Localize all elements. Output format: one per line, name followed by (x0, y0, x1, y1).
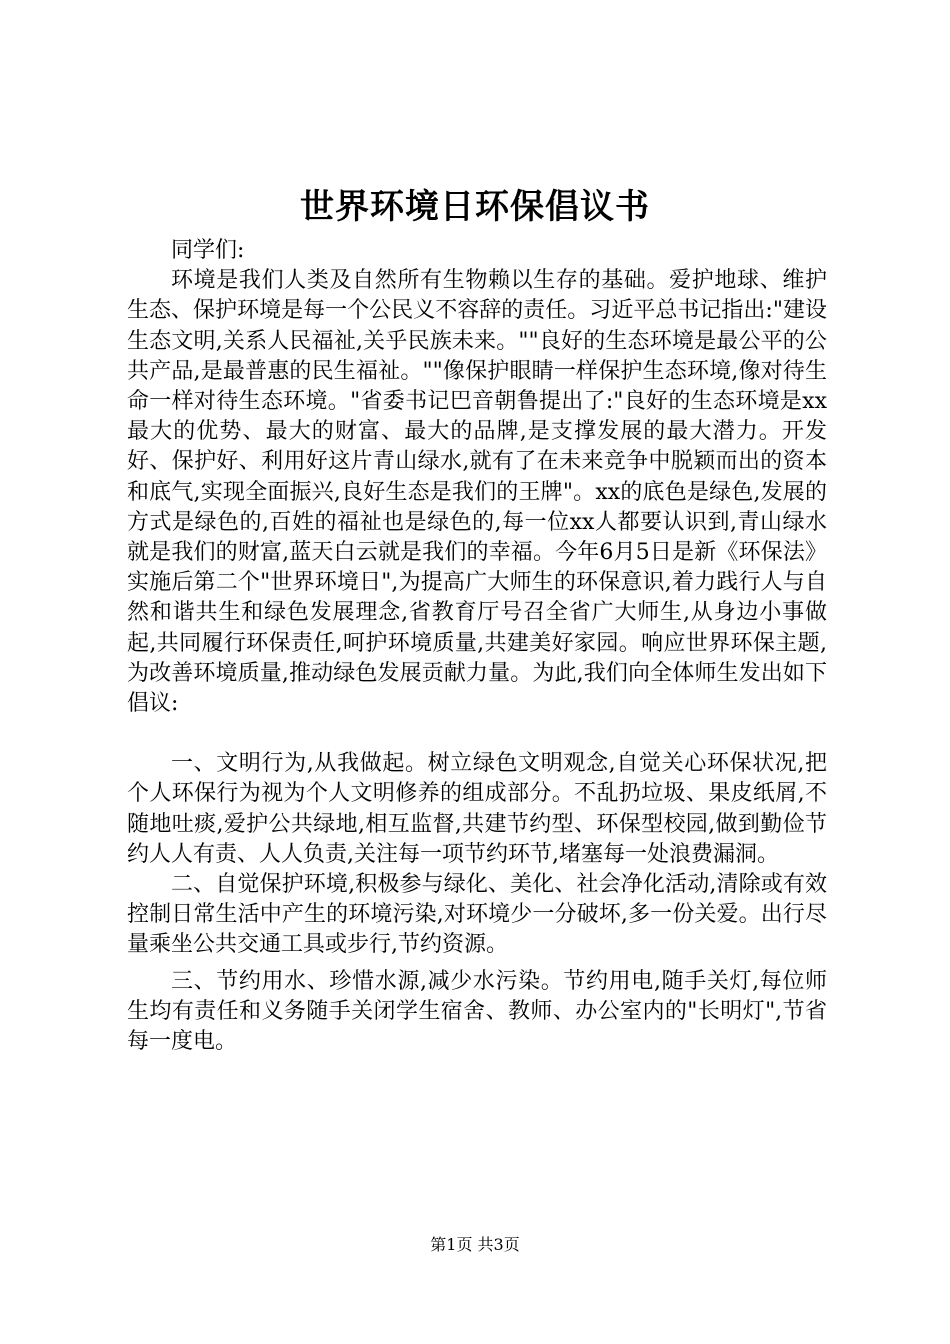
paragraph-proposal-2: 二、自觉保护环境,积极参与绿化、美化、社会净化活动,清除或有效控制日常生活中产生的环境污染,对环境少一分破坏,多一份关爱。出行尽量乘坐公共交通工具或步行,节约资源。 (127, 872, 827, 958)
document-body (127, 236, 827, 1057)
page-footer: 第1页 共3页 (430, 1235, 520, 1254)
paragraph-intro: 环境是我们人类及自然所有生物赖以生存的基础。爱护地球、维护生态、保护环境是每一个公民义不容辞的责任。习近平总书记指出:"建设生态文明,关系人民福祉,关乎民族未来。""良好的生态环境是最公平的公共产品,是最普惠的民生福祉。""像保护眼睛一样保护生态环境,像对待生命一样对待生态环境。"省委书记巴音朝鲁提出了:"良好的生态环境是xx最大的优势、最大的财富、最大的品牌,是支撑发展的最大潜力。开发好、保护好、利用好这片青山绿水,就有了在未来竞争中脱颖而出的资本和底气,实现全面振兴,良好生态是我们的王牌"。xx的底色是绿色,发展的方式是绿色的,百姓的福祉也是绿色的,每一位xx人都要认识到,青山绿水就是我们的财富,蓝天白云就是我们的幸福。今年6月5日是新《环保法》实施后第二个"世界环境日",为提高广大师生的环保意识,着力践行人与自然和谐共生和绿色发展理念,省教育厅号召全省广大师生,从身边小事做起,共同履行环保责任,呵护环境质量,共建美好家园。响应世界环保主题,为改善环境质量,推动绿色发展贡献力量。为此,我们向全体师生发出如下倡议: (127, 268, 827, 717)
paragraph-proposal-3: 三、节约用水、珍惜水源,减少水污染。节约用电,随手关灯,每位师生均有责任和义务随手关闭学生宿舍、教师、办公室内的"长明灯",节省每一度电。 (127, 968, 827, 1055)
document-title: 世界环境日环保倡议书 (300, 187, 650, 227)
paragraph-proposal-1: 一、文明行为,从我做起。树立绿色文明观念,自觉关心环保状况,把个人环保行为视为个人文明修养的组成部分。不乱扔垃圾、果皮纸屑,不随地吐痰,爱护公共绿地,相互监督,共建节约型、环保型校园,做到勤俭节约人人有责、人人负责,关注每一项节约环节,堵塞每一处浪费漏洞。 (127, 751, 827, 867)
greeting: 同学们: (171, 238, 245, 263)
